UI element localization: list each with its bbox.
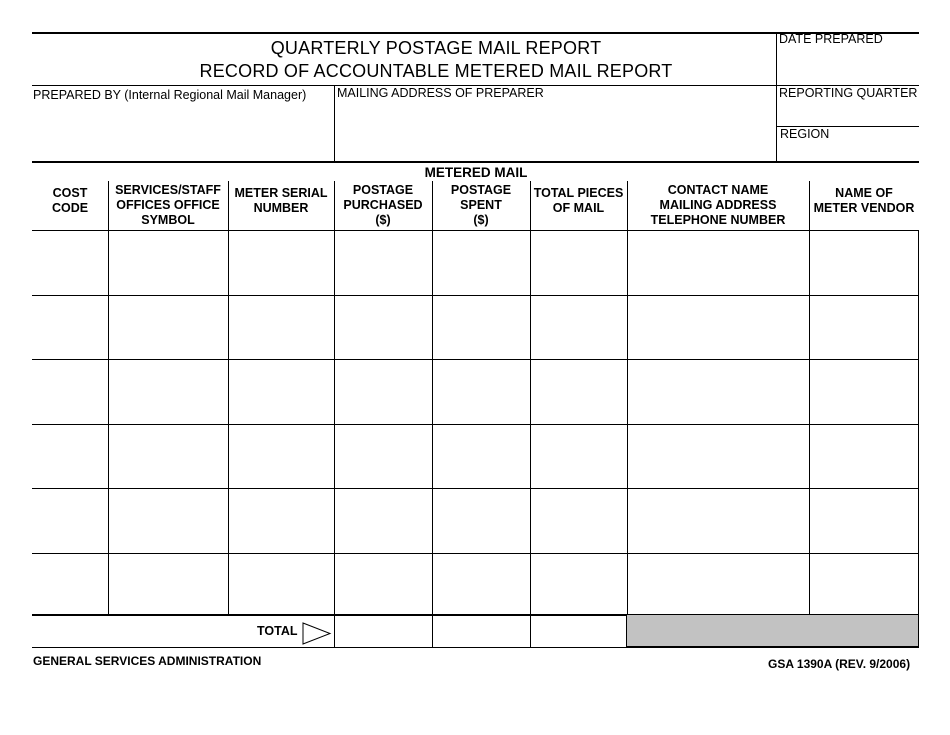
total-cell-3[interactable] (531, 616, 625, 646)
table-cell-r4-c5[interactable] (433, 425, 529, 487)
column-header-3-line1: METER SERIAL (234, 186, 328, 200)
date-prepared-divider (776, 32, 777, 162)
table-cell-r2-c7[interactable] (628, 296, 808, 358)
header-bottom-line (32, 161, 919, 163)
column-header-2-line1: SERVICES/STAFF (115, 183, 221, 197)
form-title-line1: QUARTERLY POSTAGE MAIL REPORT (270, 38, 602, 58)
table-cell-r6-c2[interactable] (109, 554, 227, 616)
table-cell-r1-c2[interactable] (109, 231, 227, 294)
prepared-by-label: PREPARED BY (Internal Regional Mail Manager) (33, 88, 307, 102)
table-cell-r2-c4[interactable] (335, 296, 431, 358)
table-cell-r4-c6[interactable] (531, 425, 626, 487)
date-prepared-field[interactable] (778, 48, 918, 84)
table-cell-r3-c6[interactable] (531, 360, 626, 423)
table-cell-r3-c1[interactable] (33, 360, 107, 423)
table-cell-r1-c3[interactable] (229, 231, 333, 294)
agency-name: GENERAL SERVICES ADMINISTRATION (33, 654, 262, 668)
table-cell-r4-c2[interactable] (109, 425, 227, 487)
column-header-8-line2: METER VENDOR (813, 201, 915, 215)
column-header-5-line3: ($) (473, 213, 489, 227)
table-cell-r5-c3[interactable] (229, 489, 333, 552)
total-row-bottom-line (32, 647, 919, 648)
table-cell-r6-c4[interactable] (335, 554, 431, 616)
form-number: GSA 1390A (REV. 9/2006) (768, 657, 911, 671)
region-field[interactable] (778, 142, 918, 160)
column-header-2-line3: SYMBOL (141, 213, 195, 227)
table-cell-r5-c4[interactable] (335, 489, 431, 552)
table-cell-r3-c8[interactable] (810, 360, 918, 423)
table-cell-r5-c2[interactable] (109, 489, 227, 552)
table-cell-r6-c6[interactable] (531, 554, 626, 616)
column-header-6-line2: OF MAIL (552, 201, 605, 215)
prepared-by-field[interactable] (33, 104, 331, 160)
column-header-3-line2: NUMBER (253, 201, 309, 215)
column-header-7-line2: MAILING ADDRESS (659, 198, 777, 212)
column-header-7-line1: CONTACT NAME (667, 183, 769, 197)
table-cell-r2-c1[interactable] (33, 296, 107, 358)
table-cell-r1-c8[interactable] (810, 231, 918, 294)
table-cell-r3-c2[interactable] (109, 360, 227, 423)
total-cell-2[interactable] (433, 616, 529, 646)
table-cell-r3-c7[interactable] (628, 360, 808, 423)
reporting-quarter-field[interactable] (778, 102, 918, 125)
table-cell-r6-c5[interactable] (433, 554, 529, 616)
table-cell-r2-c6[interactable] (531, 296, 626, 358)
column-header-8-line1: NAME OF (835, 186, 893, 200)
column-header-6-line1: TOTAL PIECES (533, 186, 624, 200)
table-cell-r6-c3[interactable] (229, 554, 333, 616)
mailing-address-divider (334, 85, 335, 162)
table-cell-r6-c1[interactable] (33, 554, 107, 616)
total-label: TOTAL (257, 624, 298, 638)
table-cell-r2-c8[interactable] (810, 296, 918, 358)
table-cell-r3-c5[interactable] (433, 360, 529, 423)
total-cell-1[interactable] (335, 616, 431, 646)
form-title-line2: RECORD OF ACCOUNTABLE METERED MAIL REPORT (199, 61, 673, 81)
table-cell-r6-c7[interactable] (628, 554, 808, 616)
column-header-4-line3: ($) (375, 213, 391, 227)
table-cell-r4-c8[interactable] (810, 425, 918, 487)
table-cell-r1-c1[interactable] (33, 231, 107, 294)
table-cell-r4-c7[interactable] (628, 425, 808, 487)
table-cell-r5-c8[interactable] (810, 489, 918, 552)
table-cell-r1-c6[interactable] (531, 231, 626, 294)
table-cell-r3-c4[interactable] (335, 360, 431, 423)
column-header-7-line3: TELEPHONE NUMBER (650, 213, 786, 227)
table-cell-r5-c1[interactable] (33, 489, 107, 552)
table-cell-r1-c5[interactable] (433, 231, 529, 294)
table-cell-r1-c4[interactable] (335, 231, 431, 294)
total-arrow-icon (302, 622, 332, 646)
column-header-1-line2: CODE (51, 201, 89, 215)
reporting-quarter-label: REPORTING QUARTER (779, 86, 918, 100)
date-prepared-label: DATE PREPARED (779, 32, 883, 46)
table-cell-r2-c2[interactable] (109, 296, 227, 358)
table-cell-r4-c4[interactable] (335, 425, 431, 487)
table-cell-r3-c3[interactable] (229, 360, 333, 423)
section-title: METERED MAIL (424, 165, 528, 180)
table-cell-r1-c7[interactable] (628, 231, 808, 294)
table-cell-r2-c5[interactable] (433, 296, 529, 358)
column-header-2-line2: OFFICES OFFICE (116, 198, 220, 212)
mailing-address-field[interactable] (336, 102, 774, 160)
column-header-1-line1: COST (52, 186, 88, 200)
table-cell-r5-c6[interactable] (531, 489, 626, 552)
table-cell-r5-c7[interactable] (628, 489, 808, 552)
table-right-edge (918, 230, 919, 614)
mailing-address-label: MAILING ADDRESS OF PREPARER (337, 86, 544, 100)
table-cell-r4-c3[interactable] (229, 425, 333, 487)
table-cell-r4-c1[interactable] (33, 425, 107, 487)
region-label: REGION (780, 127, 830, 141)
column-header-4-line1: POSTAGE (352, 183, 414, 197)
table-cell-r5-c5[interactable] (433, 489, 529, 552)
total-shaded-area (626, 614, 919, 647)
table-cell-r2-c3[interactable] (229, 296, 333, 358)
table-cell-r6-c8[interactable] (810, 554, 918, 616)
column-header-4-line2: PURCHASED (343, 198, 423, 212)
column-header-5-line2: SPENT (460, 198, 502, 212)
column-header-5-line1: POSTAGE (450, 183, 512, 197)
